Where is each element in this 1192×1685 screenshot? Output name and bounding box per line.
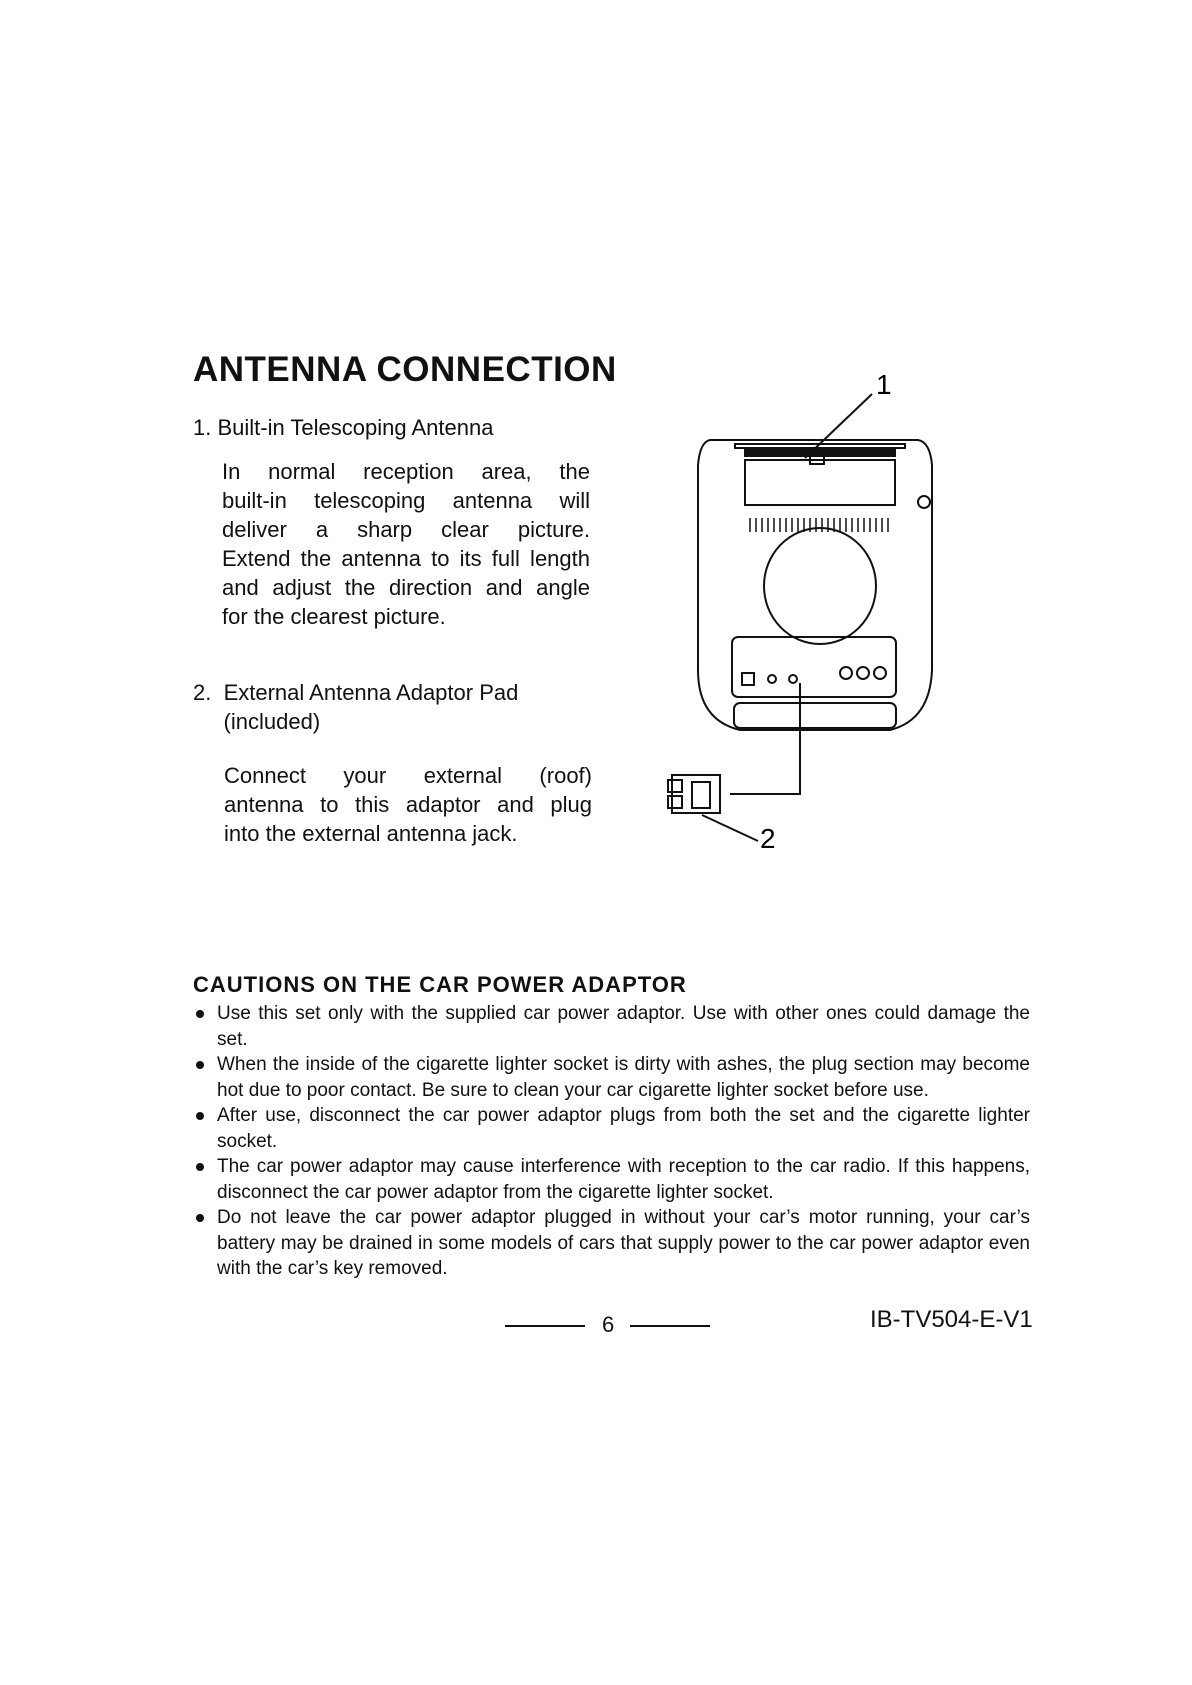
- item-1-line: for the clearest picture.: [222, 604, 446, 629]
- caution-item: When the inside of the cigarette lighter socket is dirty with ashes, the plug section may become hot due to poor contact. Be sure to clean your car cigarette lighter socket before use.: [193, 1052, 1030, 1103]
- footer-rule-left: [505, 1325, 585, 1327]
- item-2-title-line: 2. External Antenna Adaptor Pad: [193, 680, 519, 705]
- item-1-line: and adjust the direction and angle: [222, 575, 590, 600]
- item-2-body: [224, 761, 592, 848]
- item-2-line: into the external antenna jack.: [224, 821, 518, 846]
- item-2-line: antenna to this adaptor and plug: [224, 792, 592, 817]
- item-2-line: Connect your external (roof): [224, 763, 592, 788]
- document-code: IB-TV504-E-V1: [870, 1306, 1033, 1333]
- caution-item: Use this set only with the supplied car power adaptor. Use with other ones could damage the set.: [193, 1001, 1030, 1052]
- item-1-line: In normal reception area, the: [222, 459, 590, 484]
- item-1-line: Extend the antenna to its full length: [222, 546, 590, 571]
- item-1-body: [222, 457, 590, 631]
- item-1-title: 1. Built-in Telescoping Antenna: [193, 415, 494, 440]
- tv-diagram-icon: [650, 370, 950, 850]
- portable-tv-rear-view-illustration: [650, 370, 950, 850]
- caution-item: After use, disconnect the car power adaptor plugs from both the set and the cigarette lighter socket.: [193, 1103, 1030, 1154]
- caution-item: The car power adaptor may cause interference with reception to the car radio. If this happens, disconnect the car power adaptor from the cigarette lighter socket.: [193, 1154, 1030, 1205]
- caution-item: Do not leave the car power adaptor plugged in without your car’s motor running, your car’s battery may be drained in some models of cars that supply power to the car power adaptor even with the car’s key removed.: [193, 1205, 1030, 1282]
- item-2-title: [193, 678, 613, 736]
- cautions-list: [193, 1001, 1030, 1282]
- item-1-line: deliver a sharp clear picture.: [222, 517, 590, 542]
- item-1-line: built-in telescoping antenna will: [222, 488, 590, 513]
- page-number: 6: [602, 1312, 615, 1337]
- callout-1: 1: [876, 370, 892, 400]
- section-title: ANTENNA CONNECTION: [193, 350, 617, 389]
- callout-2: 2: [760, 823, 776, 850]
- page-number-footer: [505, 1310, 715, 1340]
- item-2-title-line: (included): [193, 709, 321, 734]
- cautions-title: CAUTIONS ON THE CAR POWER ADAPTOR: [193, 972, 687, 997]
- footer-rule-right: [630, 1325, 710, 1327]
